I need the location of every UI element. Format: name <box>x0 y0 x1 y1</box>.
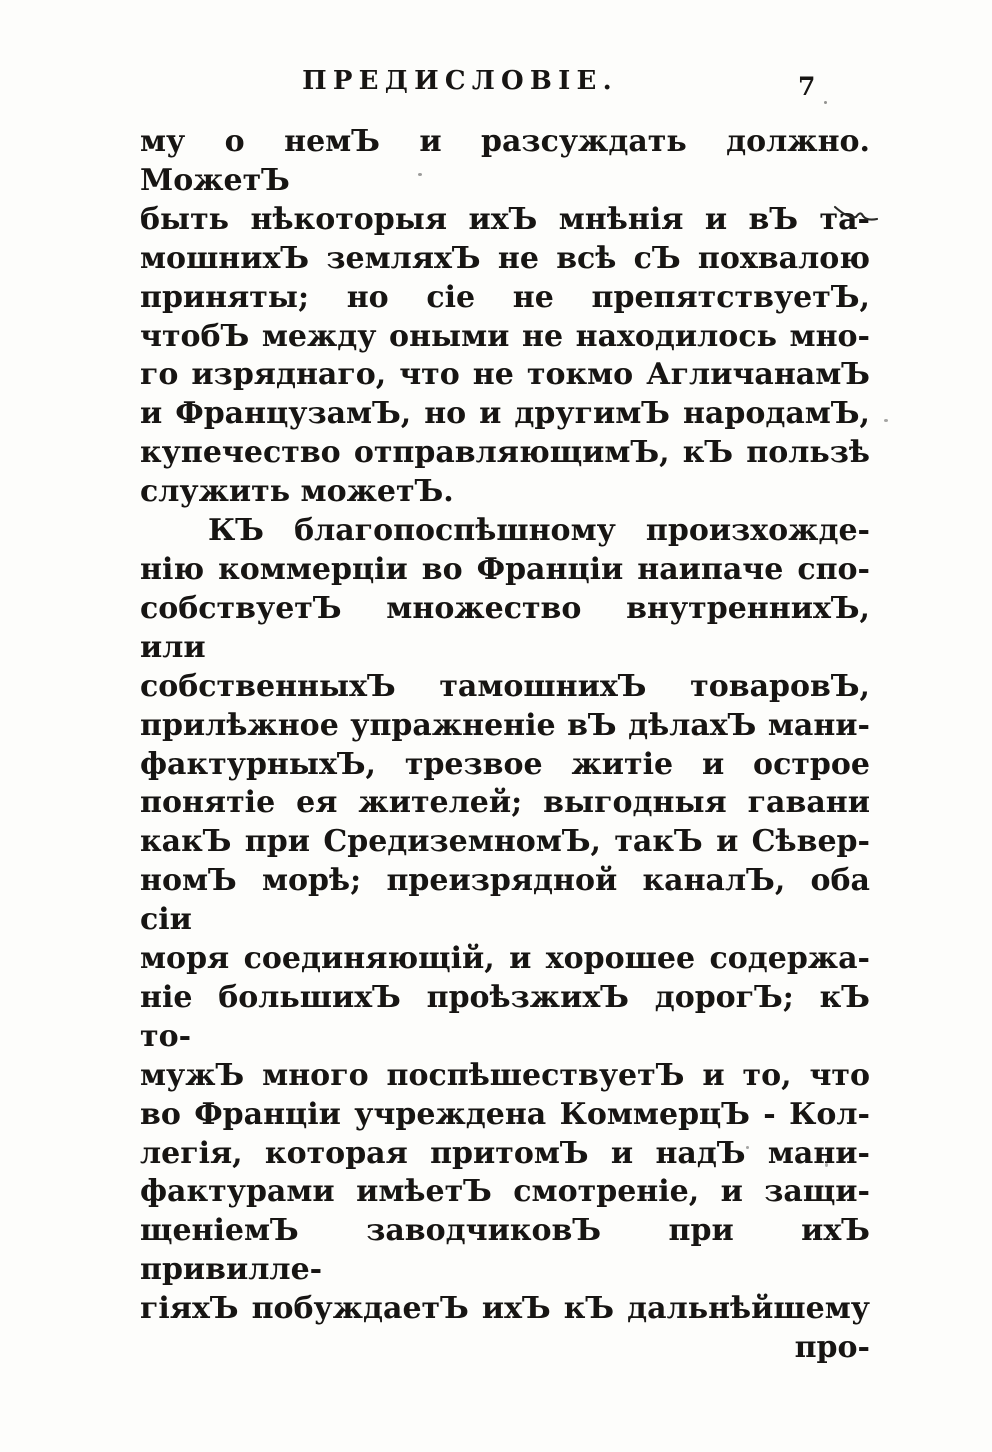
text-line: купечество отправляющимЪ, кЪ пользѣ <box>140 435 870 471</box>
text-line: прилѣжное упражненіе вЪ дѣлахЪ мани- <box>140 707 870 743</box>
text-line: ніе большихЪ проѣзжихЪ дорогЪ; кЪ то- <box>140 979 870 1054</box>
text-line: му о немЪ и разсуждать должно. МожетЪ <box>140 124 870 198</box>
text-line: го изряднаго, что не токмо АгличанамЪ <box>140 357 870 393</box>
text-line: мужЪ много поспѣшествуетЪ и то, что <box>140 1057 870 1093</box>
paper-speck <box>418 173 422 176</box>
text-line: чтобЪ между оными не находилось мно- <box>140 318 870 354</box>
text-line: мошнихЪ земляхЪ не всѣ сЪ похвалою <box>140 240 870 276</box>
paper-speck <box>746 1146 749 1149</box>
text-line: про- <box>794 1330 870 1366</box>
text-line: во Франціи учреждена КоммерцЪ - Кол- <box>140 1096 870 1132</box>
running-head <box>140 66 870 106</box>
text-line: служить можетЪ. <box>140 474 454 510</box>
text-line: приняты; но сіе не препятствуетЪ, <box>140 279 870 315</box>
text-line: гіяхЪ побуждаетЪ ихЪ кЪ дальнѣйшему <box>140 1291 870 1327</box>
paper-speck <box>824 101 827 104</box>
paper-speck <box>884 419 888 422</box>
paper-speck <box>825 1163 828 1167</box>
body-text-block <box>140 123 870 1368</box>
text-line: щеніемЪ заводчиковЪ при ихЪ привилле- <box>140 1213 870 1288</box>
text-line: легія, которая притомЪ и надЪ мани- <box>140 1135 870 1171</box>
handwritten-ink-mark <box>833 198 885 230</box>
text-line: какЪ при СредиземномЪ, такЪ и Сѣвер- <box>140 824 870 860</box>
text-line: фактурныхЪ, трезвое житіе и острое <box>140 746 870 782</box>
text-line: моря соединяющій, и хорошее содержа- <box>140 941 870 977</box>
text-line: собственныхЪ тамошнихЪ товаровЪ, <box>140 668 870 704</box>
text-line: нію коммерціи во Франціи наипаче спо- <box>140 551 870 587</box>
text-line: номЪ морѣ; преизрядной каналЪ, оба сіи <box>140 863 870 938</box>
text-line: быть нѣкоторыя ихЪ мнѣнія и вЪ та- <box>140 201 870 237</box>
text-line: фактурами имѣетЪ смотреніе, и защи- <box>140 1174 870 1210</box>
text-line: собствуетЪ множество внутреннихЪ, или <box>140 590 870 665</box>
page-number: 7 <box>798 72 816 101</box>
text-line: и ФранцузамЪ, но и другимЪ народамЪ, <box>140 396 870 432</box>
page-title: ПРЕДИСЛОВІЕ. <box>302 66 618 96</box>
text-line: понятіе ея жителей; выгодныя гавани <box>140 785 870 821</box>
text-line: КЪ благопоспѣшному произхожде- <box>208 513 870 549</box>
